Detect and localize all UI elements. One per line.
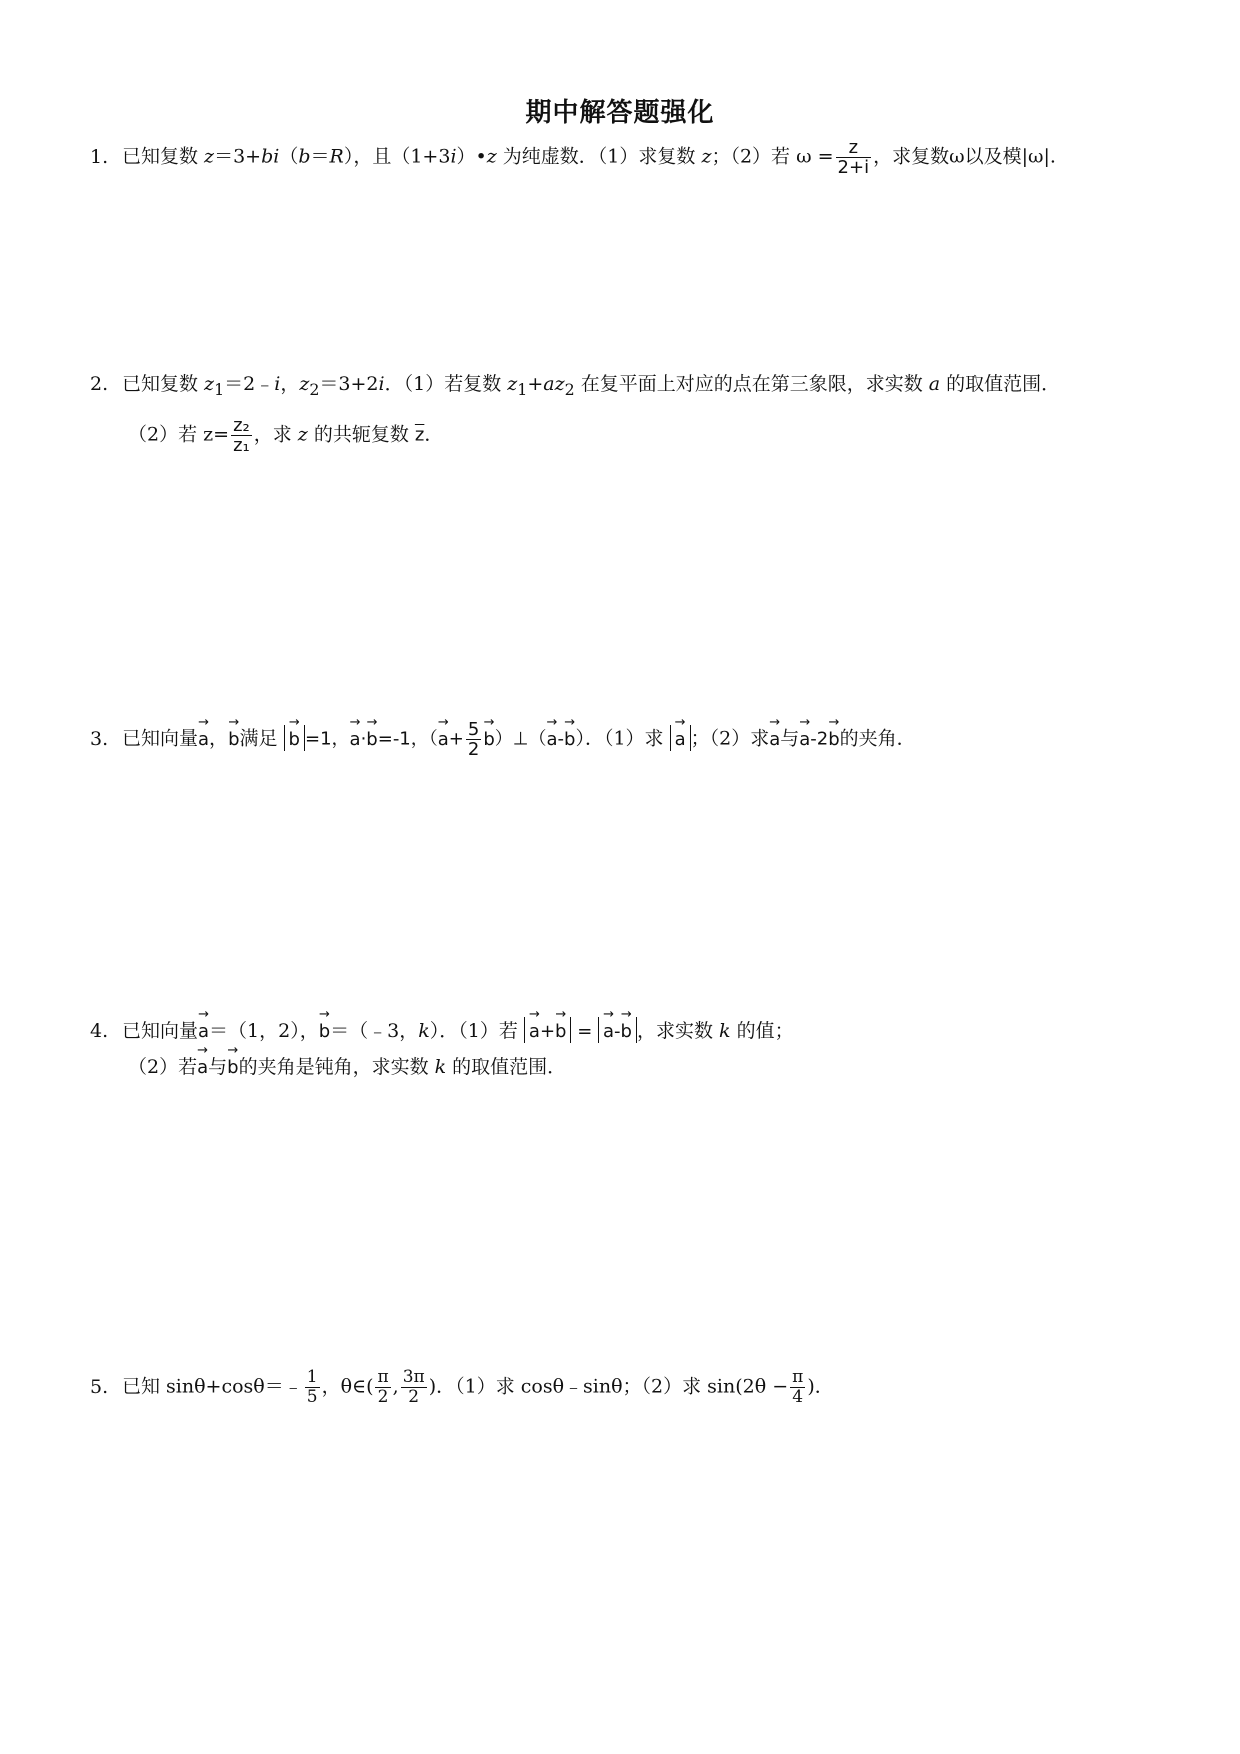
text: + xyxy=(527,373,544,395)
text: ＝（﹣3， xyxy=(330,1020,419,1042)
vector-b: → b xyxy=(483,724,494,752)
problem-1 xyxy=(90,138,1170,177)
fraction xyxy=(375,1368,390,1407)
text: =1， xyxy=(304,728,350,750)
dot-operator: · xyxy=(360,728,367,750)
math-var: az xyxy=(543,373,565,395)
math-var: k xyxy=(434,1056,447,1078)
abs-value xyxy=(598,1017,637,1043)
math-var: a xyxy=(928,373,941,395)
text: ）．（1）若 xyxy=(429,1020,524,1042)
math-var: z xyxy=(204,373,215,395)
text: ， xyxy=(209,727,229,750)
text: ，求实数 xyxy=(636,1020,720,1042)
text: 已知向量 xyxy=(122,727,199,750)
vector-a: → a xyxy=(603,1018,614,1042)
fraction-numerator: z₂ xyxy=(233,415,250,436)
text: ）．（1）求 xyxy=(575,727,670,750)
text: ． xyxy=(424,423,444,446)
plus-operator: + xyxy=(539,1021,556,1042)
text: （2）若 z= xyxy=(128,423,230,446)
vector-a: → a xyxy=(675,726,686,750)
text: 满足 xyxy=(239,727,284,750)
fraction xyxy=(305,1368,320,1407)
text: ．（1）若复数 xyxy=(384,373,508,395)
subscript: 2 xyxy=(309,379,320,399)
problem-2 xyxy=(90,372,1170,402)
vector-b: → b xyxy=(828,724,839,752)
text: )． xyxy=(807,1375,834,1398)
text: 已知复数 xyxy=(122,145,205,168)
conjugate-z: $\overline{z}$ xyxy=(414,424,425,446)
fraction-numerator: 3π xyxy=(402,1367,425,1387)
text: ）⊥（ xyxy=(494,728,547,750)
math-var: bi xyxy=(261,145,280,168)
math-var: i xyxy=(274,373,281,395)
text: 的值； xyxy=(730,1020,794,1042)
text: 已知向量 xyxy=(122,1020,199,1042)
text: )．（1）求 cosθ﹣sinθ；（2）求 sin(2θ − xyxy=(428,1375,789,1398)
text: 与 xyxy=(780,727,800,750)
text: 已知 sinθ+cosθ＝﹣ xyxy=(122,1375,303,1398)
math-var: b xyxy=(298,145,311,168)
problem-5 xyxy=(90,1368,1170,1407)
fraction xyxy=(401,1368,427,1407)
problem-number: 1. xyxy=(90,145,109,168)
vector-b: → b xyxy=(621,1018,632,1042)
vector-a: → a xyxy=(769,724,780,752)
vector-b: → b xyxy=(289,726,300,750)
subscript: 1 xyxy=(517,379,528,399)
problem-4-part-2 xyxy=(90,1052,1208,1080)
vector-b: → b xyxy=(228,724,239,752)
text: ，求 xyxy=(253,423,298,446)
text: 的夹角． xyxy=(839,727,916,750)
text: 的夹角是钝角，求实数 xyxy=(238,1056,435,1078)
fraction xyxy=(466,720,481,759)
math-var: z xyxy=(507,373,518,395)
vector-a: → a xyxy=(529,1018,540,1042)
fraction-numerator: 5 xyxy=(467,719,480,740)
page-title: 期中解答题强化 xyxy=(525,98,715,128)
math-var: k xyxy=(418,1020,430,1042)
vector-a: → a xyxy=(197,1052,208,1080)
fraction-denominator: 2 xyxy=(467,739,480,760)
problem-2-part-2 xyxy=(90,416,1208,455)
text: 的共轭复数 xyxy=(307,423,415,446)
problem-4 xyxy=(90,1016,1170,1044)
text: 的取值范围． xyxy=(940,373,1061,395)
problem-number: 2. xyxy=(90,373,109,395)
fraction-denominator: 2 xyxy=(377,1387,389,1407)
vector-b: → b xyxy=(319,1016,330,1044)
problem-number: 5. xyxy=(90,1375,109,1398)
vector-a: → a xyxy=(438,724,449,752)
problem-3 xyxy=(90,720,1170,759)
vector-b: → b xyxy=(564,724,575,752)
text: ，θ∈( xyxy=(321,1375,374,1398)
math-var: i xyxy=(450,145,457,168)
text: 为纯虚数．（1）求复数 xyxy=(496,145,702,168)
text: ＝ xyxy=(310,145,330,168)
vector-b: → b xyxy=(366,724,377,752)
text: 在复平面上对应的点在第三象限，求实数 xyxy=(574,373,929,395)
math-var: z xyxy=(701,145,712,168)
text: ＝2﹣ xyxy=(224,373,275,395)
subscript: 1 xyxy=(214,379,225,399)
problem-number: 4. xyxy=(90,1020,109,1042)
math-var: z xyxy=(204,145,215,168)
abs-value xyxy=(670,725,691,751)
abs-value xyxy=(284,725,305,751)
text: （2）若 xyxy=(128,1056,198,1078)
fraction-denominator: z₁ xyxy=(233,435,250,456)
minus-operator: -2 xyxy=(810,728,829,750)
math-var: i xyxy=(378,373,385,395)
text: 的取值范围． xyxy=(446,1056,567,1078)
vector-a: → a xyxy=(546,724,557,752)
equals-operator: = xyxy=(571,1021,599,1042)
fraction-numerator: 1 xyxy=(306,1367,318,1387)
text: 已知复数 xyxy=(122,373,205,395)
fraction-denominator: 2+i xyxy=(837,157,870,178)
minus-operator: - xyxy=(557,728,564,750)
fraction xyxy=(231,416,252,455)
math-var: z xyxy=(299,373,310,395)
text: ；（2）求 xyxy=(690,727,770,750)
fraction-numerator: z xyxy=(836,138,872,158)
math-var: R xyxy=(329,145,344,168)
vector-a: → a xyxy=(198,1016,209,1044)
vector-a: → a xyxy=(198,724,209,752)
fraction-denominator: 5 xyxy=(306,1387,318,1407)
vector-a: → a xyxy=(799,724,810,752)
text: ＝3+ xyxy=(214,145,262,168)
fraction xyxy=(836,138,872,177)
text: ，求复数ω以及模|ω|. xyxy=(873,145,1056,168)
abs-value xyxy=(524,1017,572,1043)
text: =-1，（ xyxy=(377,728,438,750)
problem-number: 3. xyxy=(90,727,109,750)
plus-operator: + xyxy=(448,728,464,750)
vector-b: → b xyxy=(555,1018,566,1042)
fraction xyxy=(790,1368,805,1407)
text: （ xyxy=(279,145,299,168)
text: ＝3+2 xyxy=(319,373,379,395)
vector-b: → b xyxy=(227,1052,238,1080)
math-var: k xyxy=(719,1020,731,1042)
vector-a: → a xyxy=(350,724,361,752)
fraction-denominator: 2 xyxy=(408,1387,420,1407)
text: ；（2）若 ω = xyxy=(711,145,834,168)
text: ）• xyxy=(456,145,487,168)
fraction-numerator: π xyxy=(792,1367,804,1387)
math-var: z xyxy=(297,423,308,446)
fraction-denominator: 4 xyxy=(792,1387,804,1407)
minus-operator: - xyxy=(614,1021,621,1042)
text: ＝（1，2）， xyxy=(209,1020,319,1042)
text: ， xyxy=(280,373,300,395)
math-var: z xyxy=(486,145,497,168)
subscript: 2 xyxy=(564,379,575,399)
text: , xyxy=(392,1375,399,1398)
text: ），且（1+3 xyxy=(343,145,451,168)
fraction-numerator: π xyxy=(377,1367,389,1387)
text: 与 xyxy=(208,1056,228,1078)
